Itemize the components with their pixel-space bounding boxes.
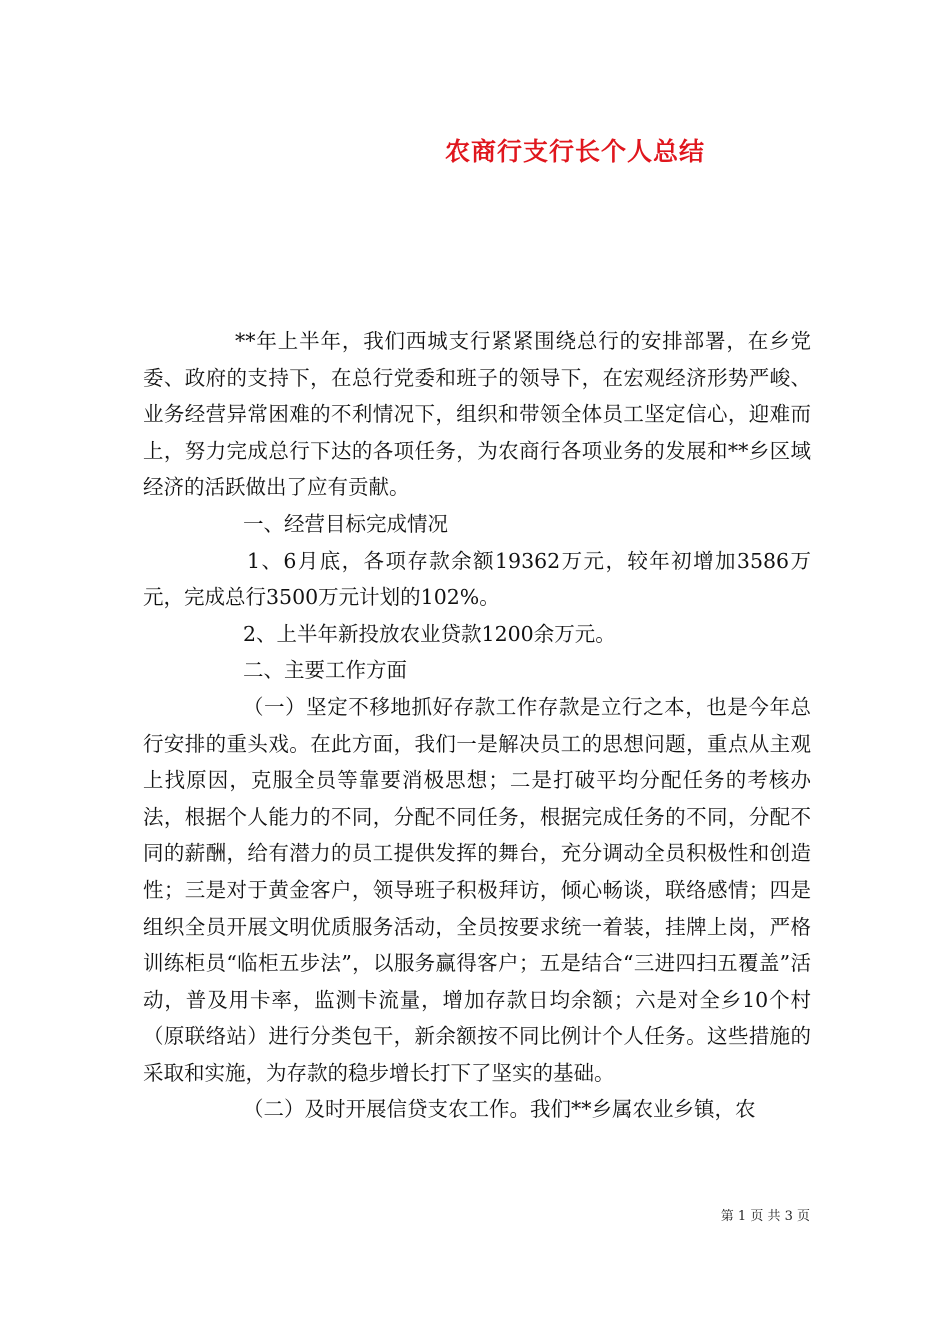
paragraph-loans: 2、上半年新投放农业贷款1200余万元。: [243, 621, 616, 646]
section-heading-1: 一、经营目标完成情况: [243, 511, 448, 536]
paragraph-credit-support: （二）及时开展信贷支农工作。我们**乡属农业乡镇，农: [243, 1097, 756, 1122]
document-title: 农商行支行长个人总结: [444, 137, 705, 166]
paragraph-deposit-balance: 1、6月底，各项存款余额19362万元，较年初增加3586万元，完成总行3500万元计划的102%。: [143, 548, 811, 610]
page-number-footer: 第 1 页 共 3 页: [720, 1209, 810, 1224]
paragraph-intro: **年上半年，我们西城支行紧紧围绕总行的安排部署，在乡党委、政府的支持下，在总行党委和班子的领导下，在宏观经济形势严峻、业务经营异常困难的不利情况下，组织和带领全体员工坚定信心，迎难而上，努力完成总行下达的各项任务，为农商行各项业务的发展和**乡区域经济的活跃做出了应有贡献。: [143, 329, 811, 500]
paragraph-deposit-work: （一）坚定不移地抓好存款工作存款是立行之本，也是今年总行安排的重头戏。在此方面，我们一是解决员工的思想问题，重点从主观上找原因，克服全员等靠要消极思想；二是打破平均分配任务的考核办法，根据个人能力的不同，分配不同任务，根据完成任务的不同，分配不同的薪酬，给有潜力的员工提供发挥的舞台，充分调动全员积极性和创造性；三是对于黄金客户，领导班子积极拜访，倾心畅谈，联络感情；四是组织全员开展文明优质服务活动，全员按要求统一着装，挂牌上岗，严格训练柜员“临柜五步法”，以服务赢得客户；五是结合“三进四扫五覆盖”活动，普及用卡率，监测卡流量，增加存款日均余额；六是对全乡10个村（原联络站）进行分类包干，新余额按不同比例计个人任务。这些措施的采取和实施，为存款的稳步增长打下了坚实的基础。: [143, 694, 811, 1085]
section-heading-2: 二、主要工作方面: [243, 658, 407, 683]
document-body: [143, 323, 811, 1128]
